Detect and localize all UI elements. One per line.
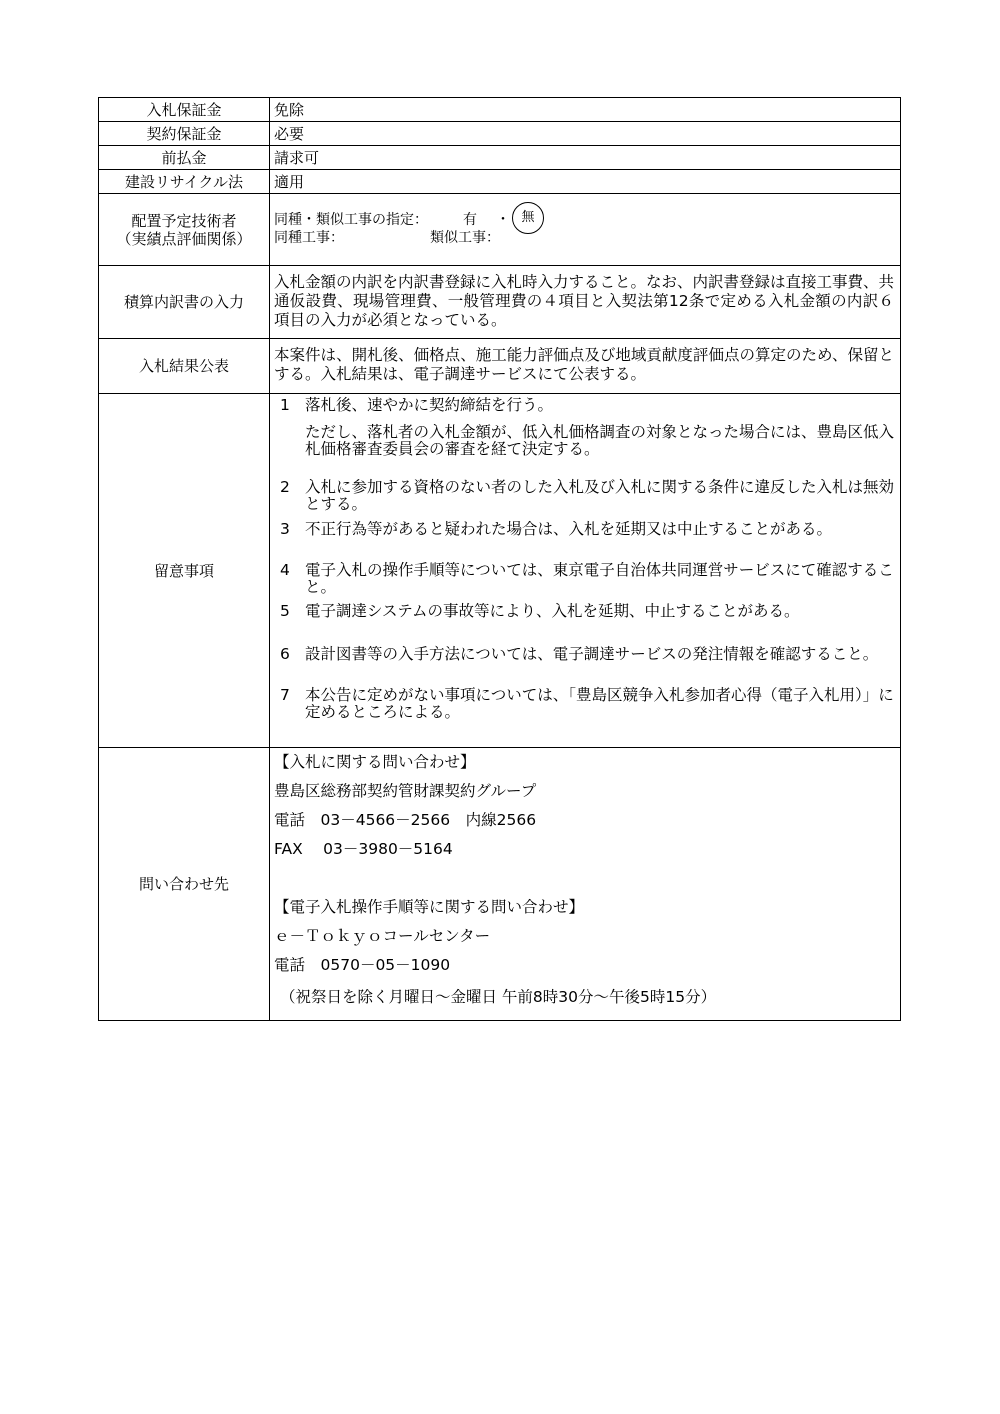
option-no-circled: 無: [512, 202, 544, 234]
value-haichi: [270, 194, 900, 265]
row-sekisan: [99, 266, 900, 339]
value-toiawase: [270, 748, 900, 1020]
label-ryui: 留意事項: [99, 394, 270, 747]
list-item: ただし、落札者の入札金額が、低入札価格調査の対象となった場合には、豊島区低入札価格審査委員会の審査を経て決定する。: [305, 423, 895, 458]
row-keiyaku-hoshokin: [99, 122, 900, 146]
doshu-label: 同種工事：: [274, 230, 344, 246]
row-ryui: [99, 394, 900, 748]
row-maebaraikin: [99, 146, 900, 170]
label-kensetsu-recycle: 建設リサイクル法: [99, 170, 270, 193]
shitei-label: 同種・類似工事の指定：: [274, 212, 428, 228]
label-nyusatsu-hoshokin: 入札保証金: [99, 98, 270, 121]
list-item: 7 本公告に定めがない事項については、「豊島区競争入札参加者心得（電子入札用）」に定めるところによる。: [280, 686, 894, 721]
contact-line: 【入札に関する問い合わせ】: [274, 753, 476, 771]
row-kensetsu-recycle: [99, 170, 900, 194]
row-haichi: [99, 194, 900, 266]
row-toiawase: [99, 748, 900, 1020]
contact-line: 電話 03－4566－2566 内線2566: [274, 811, 537, 829]
label-sekisan: 積算内訳書の入力: [99, 266, 270, 338]
contact-line: FAX 03－3980－5164: [274, 840, 453, 858]
row-nyusatsu-hoshokin: [99, 98, 900, 122]
label-maebaraikin: 前払金: [99, 146, 270, 169]
label-haichi-line2: （実績点評価関係）: [116, 229, 252, 248]
kekka-text: 本案件は、開札後、価格点、施工能力評価点及び地域貢献度評価点の算定のため、保留とする。入札結果は、電子調達サービスにて公表する。: [274, 346, 894, 383]
value-sekisan: [270, 266, 900, 338]
contact-line: 電話 0570－05－1090: [274, 956, 451, 974]
label-toiawase: 問い合わせ先: [99, 748, 270, 1020]
contact-line: （祝祭日を除く月曜日～金曜日 午前8時30分～午後5時15分）: [280, 988, 717, 1006]
list-item: 4 電子入札の操作手順等については、東京電子自治体共同運営サービスにて確認すること。: [280, 561, 894, 596]
value-nyusatsu-hoshokin: 免除: [274, 100, 305, 119]
option-dot: ・: [496, 212, 510, 228]
list-item: 6 設計図書等の入手方法については、電子調達サービスの発注情報を確認すること。: [280, 645, 879, 663]
contact-line: ｅ－Ｔｏｋｙｏコールセンター: [274, 927, 491, 945]
option-yes: 有: [463, 212, 477, 228]
value-kekka: [270, 339, 900, 393]
contact-line: 【電子入札操作手順等に関する問い合わせ】: [274, 898, 585, 916]
list-item: 5 電子調達システムの事故等により、入札を延期、中止することがある。: [280, 602, 800, 620]
value-maebaraikin: 請求可: [274, 148, 320, 167]
value-ryui: [270, 394, 900, 747]
row-kekka: [99, 339, 900, 394]
sekisan-text: 入札金額の内訳を内訳書登録に入札時入力すること。なお、内訳書登録は直接工事費、共通仮設費、現場管理費、一般管理費の４項目と入契法第12条で定める入札金額の内訳６項目の入力が必須となっている。: [274, 273, 895, 329]
value-keiyaku-hoshokin: 必要: [274, 124, 305, 143]
list-item: 2 入札に参加する資格のない者のした入札及び入札に関する条件に違反した入札は無効とする。: [280, 478, 895, 513]
notice-table: [98, 97, 901, 1021]
contact-line: 豊島区総務部契約管財課契約グループ: [274, 782, 537, 800]
label-kekka: 入札結果公表: [99, 339, 270, 393]
ruiji-label: 類似工事：: [430, 230, 500, 246]
label-haichi: [99, 194, 270, 265]
label-haichi-line1: 配置予定技術者: [131, 211, 237, 230]
value-kensetsu-recycle: 適用: [274, 172, 305, 191]
list-item: 3 不正行為等があると疑われた場合は、入札を延期又は中止することがある。: [280, 520, 833, 538]
label-keiyaku-hoshokin: 契約保証金: [99, 122, 270, 145]
list-item: 1 落札後、速やかに契約締結を行う。: [280, 396, 554, 414]
